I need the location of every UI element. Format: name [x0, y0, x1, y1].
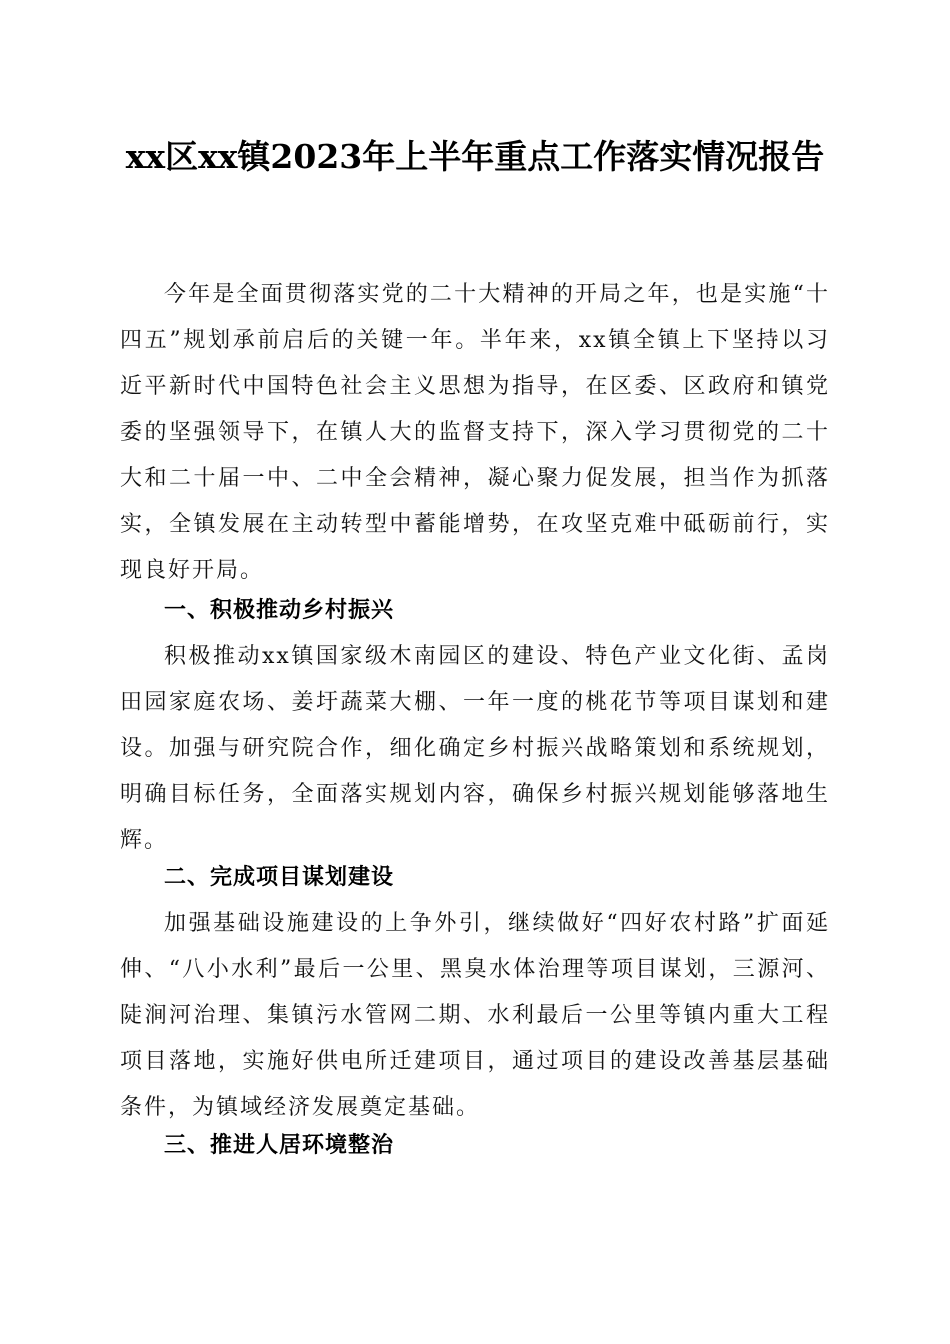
intro-paragraph: 今年是全面贯彻落实党的二十大精神的开局之年，也是实施“十四五”规划承前启后的关键一年。半年来，xx镇全镇上下坚持以习近平新时代中国特色社会主义思想为指导，在区委、区政府和镇党委的坚强领导下，在镇人大的监督支持下，深入学习贯彻党的二十大和二十届一中、二中全会精神，凝心聚力促发展，担当作为抓落实，全镇发展在主动转型中蓄能增势，在攻坚克难中砥砺前行，实现良好开局。: [120, 282, 830, 583]
section-paragraph-1: 积极推动xx镇国家级木南园区的建设、特色产业文化街、孟岗田园家庭农场、姜圩蔬菜大棚、一年一度的桃花节等项目谋划和建设。加强与研究院合作，细化确定乡村振兴战略策划和系统规划，明确目标任务，全面落实规划内容，确保乡村振兴规划能够落地生辉。: [120, 644, 830, 853]
section-paragraph-2: 加强基础设施建设的上争外引，继续做好“四好农村路”扩面延伸、“八小水利”最后一公里、黑臭水体治理等项目谋划，三源河、陡涧河治理、集镇污水管网二期、水利最后一公里等镇内重大工程项目落地，实施好供电所迁建项目，通过项目的建设改善基层基础条件，为镇域经济发展奠定基础。: [120, 911, 830, 1120]
section-heading-1: 一、积极推动乡村振兴: [164, 598, 395, 623]
section-heading-2: 二、完成项目谋划建设: [164, 865, 395, 890]
section-heading-3: 三、推进人居环境整治: [164, 1133, 395, 1158]
document-title: xx区xx镇2023年上半年重点工作落实情况报告: [125, 137, 825, 176]
